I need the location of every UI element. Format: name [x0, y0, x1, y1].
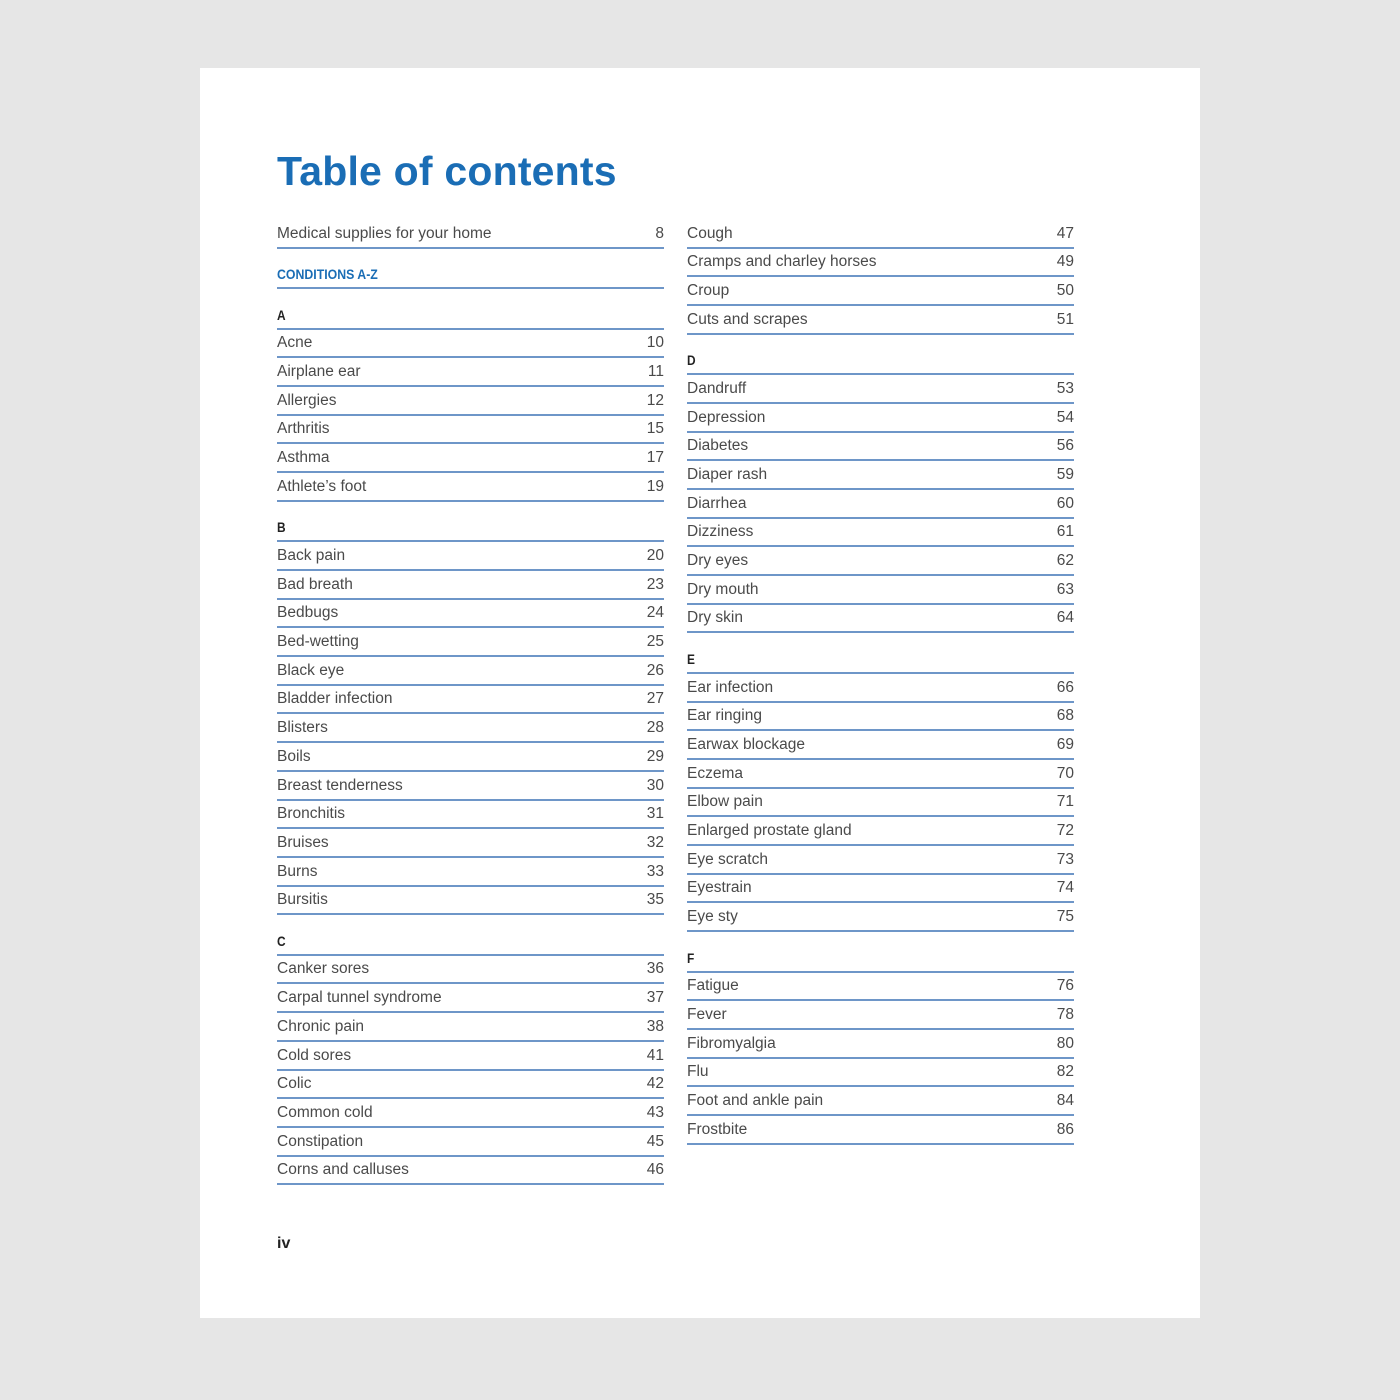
toc-entry[interactable]	[687, 903, 1074, 932]
toc-entry-page: 26	[646, 661, 664, 679]
toc-entry[interactable]	[277, 657, 664, 686]
toc-entry-page: 62	[1056, 552, 1074, 570]
toc-entry-label: Croup	[687, 282, 730, 300]
toc-entry-page: 54	[1056, 408, 1074, 426]
toc-entry-label: Bedbugs	[277, 604, 339, 622]
toc-entry-label: Eczema	[687, 764, 743, 782]
toc-entry-label: Dry mouth	[687, 580, 759, 598]
toc-entry-label: Ear ringing	[687, 707, 762, 725]
toc-entry-label: Fibromyalgia	[687, 1034, 776, 1052]
toc-entry-label: Bursitis	[277, 891, 328, 909]
toc-entry[interactable]	[277, 330, 664, 359]
toc-entry-label: Chronic pain	[277, 1017, 365, 1035]
toc-entry[interactable]	[277, 600, 664, 629]
toc-entry-page: 75	[1056, 908, 1074, 926]
toc-entry[interactable]	[687, 490, 1074, 519]
toc-entry-page: 73	[1056, 850, 1074, 868]
toc-entry-page: 69	[1056, 736, 1074, 753]
toc-entry[interactable]	[687, 973, 1074, 1002]
toc-continued-entries	[687, 220, 1074, 335]
toc-entry-label: Breast tenderness	[277, 776, 403, 794]
toc-groups	[687, 335, 1074, 1145]
toc-entry[interactable]	[277, 1042, 664, 1071]
toc-entry-label: Fatigue	[687, 977, 739, 995]
toc-entry-label: Arthritis	[277, 420, 330, 438]
toc-entry[interactable]	[687, 519, 1074, 548]
toc-entry[interactable]	[277, 686, 664, 715]
toc-entry-page: 51	[1056, 310, 1074, 328]
toc-entry[interactable]	[687, 789, 1074, 818]
toc-entry-page: 17	[646, 449, 664, 467]
toc-entry-label: Dry skin	[687, 609, 743, 627]
toc-entry-label: Eye scratch	[687, 850, 768, 868]
toc-entry-page: 32	[646, 833, 664, 851]
toc-entry-page: 61	[1056, 523, 1074, 541]
toc-entry-page: 29	[646, 747, 664, 765]
toc-entry-page: 15	[646, 420, 664, 438]
toc-entry[interactable]	[687, 1030, 1074, 1059]
toc-entry-label: Corns and calluses	[277, 1161, 409, 1179]
toc-entry-page: 8	[655, 224, 664, 242]
toc-entry-label: Ear infection	[687, 678, 774, 696]
toc-entry[interactable]	[277, 801, 664, 830]
toc-entry[interactable]	[277, 1071, 664, 1100]
letter-heading	[277, 915, 664, 956]
toc-entry-page: 66	[1056, 678, 1074, 696]
toc-entry[interactable]	[687, 817, 1074, 846]
toc-entry-page: 24	[646, 604, 664, 622]
toc-entry-page: 36	[646, 960, 664, 978]
toc-entry-label: Cough	[687, 224, 733, 242]
toc-entry[interactable]	[277, 387, 664, 416]
toc-entry-label: Canker sores	[277, 960, 370, 978]
letter-heading-text: D	[687, 352, 696, 369]
document-page	[200, 68, 1200, 1318]
toc-entry-page: 38	[646, 1017, 664, 1035]
toc-entry-label: Depression	[687, 408, 766, 426]
letter-heading	[277, 502, 664, 543]
toc-entry-label: Enlarged prostate gland	[687, 822, 852, 840]
toc-entry-label: Common cold	[277, 1103, 373, 1121]
toc-entry-label: Dry eyes	[687, 552, 749, 570]
toc-entry-page: 25	[646, 633, 664, 651]
toc-entry-page: 11	[647, 363, 664, 381]
toc-entry[interactable]	[687, 674, 1074, 703]
toc-entry[interactable]	[277, 1157, 664, 1186]
toc-entry-label: Colic	[277, 1075, 312, 1093]
toc-entry-page: 82	[1056, 1063, 1074, 1081]
toc-right-column	[687, 220, 1074, 1145]
toc-entry-label: Blisters	[277, 719, 328, 737]
toc-entry[interactable]	[277, 220, 664, 249]
toc-entry-label: Diarrhea	[687, 494, 747, 512]
toc-entry[interactable]	[687, 760, 1074, 789]
toc-entry-label: Back pain	[277, 547, 346, 564]
toc-entry-label: Cuts and scrapes	[687, 310, 808, 328]
toc-entry-page: 12	[646, 391, 664, 409]
toc-entry-label: Boils	[277, 747, 311, 765]
toc-entry-page: 31	[646, 805, 664, 823]
toc-entry-page: 45	[646, 1132, 664, 1150]
toc-entry[interactable]	[277, 956, 664, 985]
toc-entry[interactable]	[687, 461, 1074, 490]
toc-entry-page: 64	[1056, 609, 1074, 627]
letter-heading-text: F	[687, 949, 695, 966]
toc-entry-page: 37	[646, 989, 664, 1007]
toc-entry-page: 19	[646, 477, 664, 495]
toc-entry-page: 60	[1056, 494, 1074, 512]
toc-entry-label: Carpal tunnel syndrome	[277, 989, 442, 1007]
toc-entry-label: Bed-wetting	[277, 633, 359, 651]
toc-entry[interactable]	[687, 404, 1074, 433]
toc-entry[interactable]	[277, 714, 664, 743]
toc-entry-page: 35	[646, 891, 664, 909]
toc-entry[interactable]	[277, 743, 664, 772]
toc-entry[interactable]	[277, 1013, 664, 1042]
toc-entry-page: 78	[1056, 1006, 1074, 1023]
toc-entry-page: 27	[646, 690, 664, 708]
toc-entry-label: Bladder infection	[277, 690, 393, 708]
toc-entry[interactable]	[277, 858, 664, 887]
toc-entry-label: Athlete’s foot	[277, 477, 367, 495]
toc-entry-page: 42	[646, 1075, 664, 1093]
toc-entry[interactable]	[277, 628, 664, 657]
toc-entry-page: 50	[1056, 282, 1074, 300]
toc-entry-label: Dizziness	[687, 523, 754, 541]
toc-entry-label: Diabetes	[687, 437, 749, 455]
toc-entry[interactable]	[687, 731, 1074, 760]
toc-entry[interactable]	[277, 1128, 664, 1157]
toc-entry-page: 84	[1056, 1092, 1074, 1110]
toc-entry-page: 56	[1056, 437, 1074, 455]
toc-entry[interactable]	[277, 1099, 664, 1128]
page-number-folio: iv	[277, 1235, 291, 1252]
toc-entry-page: 28	[646, 719, 664, 737]
toc-groups	[277, 289, 664, 1185]
toc-entry-label: Flu	[687, 1063, 709, 1081]
toc-entry-page: 71	[1056, 793, 1074, 811]
toc-entry-label: Elbow pain	[687, 793, 763, 811]
toc-entry-label: Eye sty	[687, 908, 738, 926]
toc-entry-page: 74	[1056, 879, 1074, 897]
section-heading-text: CONDITIONS A-Z	[277, 266, 378, 283]
toc-entry[interactable]	[687, 1087, 1074, 1116]
toc-entry[interactable]	[687, 703, 1074, 732]
letter-heading-text: B	[277, 519, 286, 536]
letter-heading-text: C	[277, 932, 286, 949]
toc-entry[interactable]	[687, 1059, 1074, 1088]
toc-entry[interactable]	[687, 1116, 1074, 1145]
toc-entry-label: Dandruff	[687, 379, 747, 397]
toc-entry-label: Fever	[687, 1006, 727, 1023]
toc-entry[interactable]	[277, 984, 664, 1013]
page-title: Table of contents	[277, 148, 617, 194]
toc-entry-label: Eyestrain	[687, 879, 752, 897]
letter-heading	[277, 289, 664, 330]
toc-entry-page: 43	[646, 1103, 664, 1121]
toc-entry[interactable]	[687, 875, 1074, 904]
letter-heading	[687, 633, 1074, 674]
toc-entry-page: 20	[646, 547, 664, 564]
toc-entry-page: 72	[1056, 822, 1074, 840]
toc-entry-page: 70	[1056, 764, 1074, 782]
toc-entry[interactable]	[687, 547, 1074, 576]
toc-entry[interactable]	[687, 576, 1074, 605]
toc-entry-label: Acne	[277, 334, 313, 352]
toc-entry-label: Airplane ear	[277, 363, 361, 381]
toc-entry-page: 47	[1056, 224, 1074, 242]
toc-entry[interactable]	[687, 249, 1074, 278]
toc-entry[interactable]	[277, 444, 664, 473]
toc-entry[interactable]	[687, 846, 1074, 875]
toc-entry-label: Cramps and charley horses	[687, 253, 877, 271]
toc-entry-page: 33	[646, 862, 664, 880]
toc-left-column	[277, 220, 664, 1185]
toc-entry-label: Allergies	[277, 391, 337, 409]
toc-entry-page: 41	[646, 1046, 664, 1064]
letter-heading	[687, 335, 1074, 376]
toc-entry[interactable]	[687, 1001, 1074, 1030]
toc-entry-label: Diaper rash	[687, 466, 768, 483]
toc-entry-page: 53	[1056, 379, 1074, 397]
toc-entry-label: Constipation	[277, 1132, 364, 1150]
toc-entry-label: Bad breath	[277, 575, 353, 593]
section-heading	[277, 249, 664, 290]
toc-entry[interactable]	[277, 571, 664, 600]
letter-heading-text: E	[687, 650, 695, 667]
toc-entry-page: 63	[1056, 580, 1074, 598]
toc-entry[interactable]	[687, 433, 1074, 462]
toc-entry-label: Foot and ankle pain	[687, 1092, 824, 1110]
toc-entry[interactable]	[277, 772, 664, 801]
letter-heading-text: A	[277, 306, 286, 323]
toc-entry-label: Cold sores	[277, 1046, 352, 1064]
toc-entry-label: Black eye	[277, 661, 345, 679]
toc-entry[interactable]	[277, 416, 664, 445]
toc-entry-page: 23	[646, 575, 664, 593]
toc-entry[interactable]	[277, 887, 664, 916]
toc-entry[interactable]	[277, 542, 664, 571]
toc-entry-label: Medical supplies for your home	[277, 224, 492, 242]
toc-entry[interactable]	[687, 277, 1074, 306]
toc-entry-page: 49	[1056, 253, 1074, 271]
toc-entry[interactable]	[687, 220, 1074, 249]
toc-entry-label: Earwax blockage	[687, 736, 806, 753]
toc-entry-label: Asthma	[277, 449, 330, 467]
toc-entry-label: Bruises	[277, 833, 329, 851]
toc-entry-label: Bronchitis	[277, 805, 346, 823]
toc-entry-page: 59	[1056, 466, 1074, 483]
letter-heading	[687, 932, 1074, 973]
toc-entry-page: 10	[646, 334, 664, 352]
toc-entry[interactable]	[687, 605, 1074, 634]
toc-entry[interactable]	[277, 829, 664, 858]
toc-entry-label: Burns	[277, 862, 318, 880]
toc-entry[interactable]	[277, 473, 664, 502]
toc-entry-page: 68	[1056, 707, 1074, 725]
toc-entry-page: 46	[646, 1161, 664, 1179]
toc-entry[interactable]	[687, 375, 1074, 404]
toc-entry-page: 86	[1056, 1120, 1074, 1138]
toc-entry-label: Frostbite	[687, 1120, 748, 1138]
toc-entry[interactable]	[277, 358, 664, 387]
toc-entry[interactable]	[687, 306, 1074, 335]
toc-entry-page: 80	[1056, 1034, 1074, 1052]
toc-entry-page: 30	[646, 776, 664, 794]
toc-entry-page: 76	[1056, 977, 1074, 995]
